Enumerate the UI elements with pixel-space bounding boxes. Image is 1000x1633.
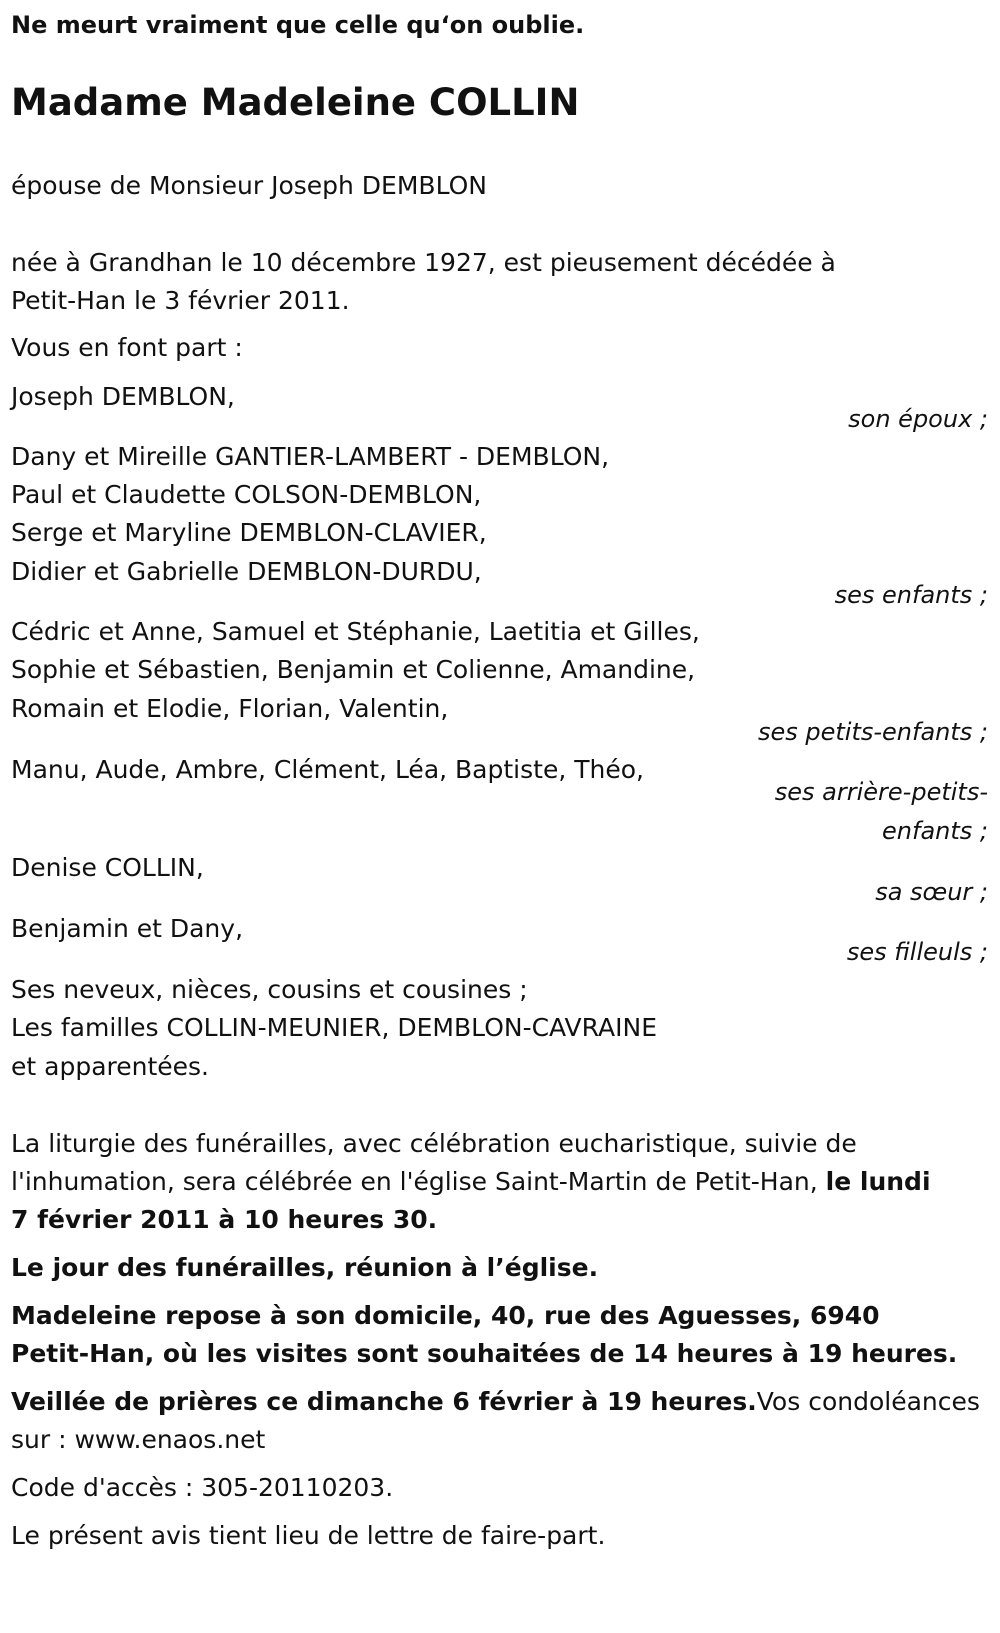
family-child: Didier et Gabrielle DEMBLON-DURDU,: [11, 557, 482, 586]
funeral-line-2-regular: l'inhumation, sera célébrée en l'église Saint-Martin de Petit-Han,: [11, 1167, 818, 1196]
family-grandchildren: Cédric et Anne, Samuel et Stéphanie, Laetitia et Gilles,: [11, 617, 700, 646]
condolences-website: sur : www.enaos.net: [11, 1425, 266, 1454]
family-sister: Denise COLLIN,: [11, 853, 204, 882]
family-grandchildren: Romain et Elodie, Florian, Valentin,: [11, 694, 449, 723]
announce-line: Vous en font part :: [11, 333, 243, 362]
relation-spouse: son époux ;: [848, 405, 988, 433]
family-child: Serge et Maryline DEMBLON-CLAVIER,: [11, 518, 487, 547]
family-grandchildren: Sophie et Sébastien, Benjamin et Colienne, Amandine,: [11, 655, 696, 684]
vigil-text: Veillée de prières ce dimanche 6 février à 19 heures.: [11, 1387, 757, 1416]
repose-line-1: Madeleine repose à son domicile, 40, rue des Aguesses, 6940: [11, 1301, 880, 1330]
family-others: et apparentées.: [11, 1052, 209, 1081]
funeral-line-2: [11, 1162, 931, 1202]
family-others: Les familles COLLIN-MEUNIER, DEMBLON-CAVRAINE: [11, 1013, 657, 1042]
funeral-date-time: 7 février 2011 à 10 heures 30.: [11, 1205, 438, 1234]
family-great-grandchildren: Manu, Aude, Ambre, Clément, Léa, Baptiste, Théo,: [11, 755, 644, 784]
access-code: Code d'accès : 305-20110203.: [11, 1473, 394, 1502]
family-others: Ses neveux, nièces, cousins et cousines ;: [11, 975, 528, 1004]
birth-death-line-1: née à Grandhan le 10 décembre 1927, est pieusement décédée à: [11, 248, 836, 277]
family-child: Paul et Claudette COLSON-DEMBLON,: [11, 480, 482, 509]
vigil-line: [11, 1382, 980, 1422]
relation-sister: sa sœur ;: [875, 878, 988, 906]
relation-children: ses enfants ;: [834, 581, 988, 609]
meeting-line: Le jour des funérailles, réunion à l’église.: [11, 1253, 599, 1282]
spouse-line: épouse de Monsieur Joseph DEMBLON: [11, 171, 487, 200]
relation-great-grandchildren-2: enfants ;: [882, 817, 988, 845]
funeral-day: le lundi: [825, 1167, 931, 1196]
repose-line-2: Petit-Han, où les visites sont souhaitées de 14 heures à 19 heures.: [11, 1339, 958, 1368]
family-spouse-name: Joseph DEMBLON,: [11, 382, 235, 411]
relation-godchildren: ses filleuls ;: [846, 938, 988, 966]
opening-quote: Ne meurt vraiment que celle qu‘on oublie.: [11, 11, 585, 39]
deceased-name: Madame Madeleine COLLIN: [11, 81, 580, 124]
relation-great-grandchildren-1: ses arrière-petits-: [774, 778, 988, 806]
condolences-text: Vos condoléances: [756, 1387, 980, 1416]
family-godchildren: Benjamin et Dany,: [11, 914, 244, 943]
funeral-line-1: La liturgie des funérailles, avec célébration eucharistique, suivie de: [11, 1129, 857, 1158]
family-child: Dany et Mireille GANTIER-LAMBERT - DEMBLON,: [11, 442, 610, 471]
closing-line: Le présent avis tient lieu de lettre de faire-part.: [11, 1521, 606, 1550]
birth-death-line-2: Petit-Han le 3 février 2011.: [11, 286, 350, 315]
relation-grandchildren: ses petits-enfants ;: [757, 718, 988, 746]
